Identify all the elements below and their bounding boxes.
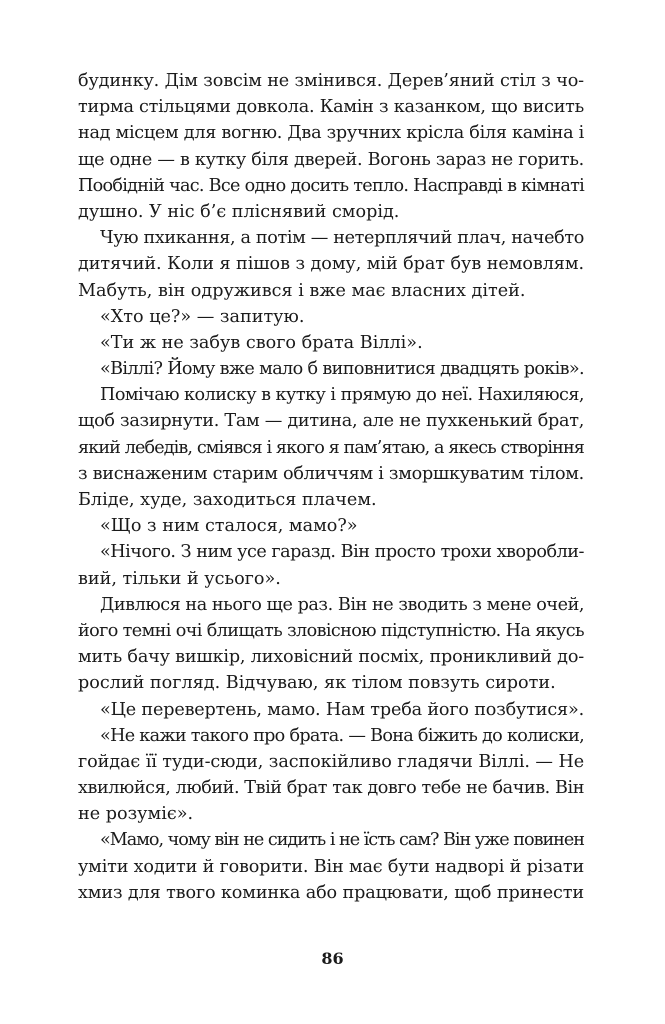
text-line: який лебедів, сміявся і якого я пам’ятаю, а якесь створіння [78, 437, 585, 458]
text-line: Помічаю колиску в кутку і прямую до неї. Нахиляюся, [100, 385, 584, 406]
text-line: з виснаженим старим обличчям і зморшкуватим тілом. [78, 463, 584, 484]
text-line: Дивлюся на нього ще раз. Він не зводить з мене очей, [100, 594, 585, 615]
text-line: «Що з ним сталося, мамо?» [100, 516, 358, 537]
text-line: дитячий. Коли я пішов з дому, мій брат був немовлям. [78, 254, 584, 275]
text-line: «Ти ж не забув свого брата Віллі». [100, 332, 423, 353]
text-line: Чую пхикання, а потім — нетерплячий плач, начебто [100, 228, 584, 249]
text-line: «Це перевертень, мамо. Нам треба його позбутися». [100, 699, 584, 720]
text-line: хмиз для твого коминка або працювати, щоб принести [78, 882, 584, 903]
text-line: над місцем для вогню. Два зручних крісла біля каміна і [78, 123, 585, 144]
text-line: гойдає її туди-сюди, заспокійливо гладячи Віллі. — Не [78, 751, 585, 772]
text-line: «Хто це?» — запитую. [100, 306, 305, 327]
text-line: мить бачу вишкір, лиховісний посміх, проникливий до- [78, 647, 584, 668]
text-line: рослий погляд. Відчуваю, як тілом повзуть сироти. [78, 673, 556, 694]
page-number: 86 [321, 949, 344, 968]
text-line: вий, тільки й усього». [78, 568, 281, 589]
text-line: душно. У ніс б’є пліснявий сморід. [78, 201, 400, 222]
text-line: Пообідній час. Все одно досить тепло. Насправді в кімнаті [78, 175, 585, 196]
text-line: уміти ходити й говорити. Він має бути надворі й різати [78, 856, 584, 877]
text-line: не розуміє». [78, 804, 194, 825]
text-line: «Не кажи такого про брата. — Вона біжить до колиски, [100, 725, 585, 746]
text-line: його темні очі блищать зловісною підступністю. На якусь [78, 620, 584, 641]
text-line: «Нічого. З ним усе гаразд. Він просто трохи хворобли- [100, 542, 585, 563]
text-line: Мабуть, він одружився і вже має власних дітей. [78, 280, 526, 301]
page-body-text [78, 68, 584, 906]
text-line: Бліде, худе, заходиться плачем. [78, 490, 377, 510]
text-line: будинку. Дім зовсім не змінився. Дерев’яний стіл з чо- [78, 71, 584, 91]
text-line: щоб зазирнути. Там — дитина, але не пухкенький брат, [78, 411, 585, 432]
text-line: хвилюйся, любий. Твій брат так довго тебе не бачив. Він [78, 778, 584, 799]
text-line: ще одне — в кутку біля дверей. Вогонь зараз не горить. [78, 149, 584, 170]
text-line: «Віллі? Йому вже мало б виповнитися двадцять років». [100, 359, 585, 380]
text-line: «Мамо, чому він не сидить і не їсть сам? Він уже повинен [100, 830, 584, 851]
text-line: тирма стільцями довкола. Камін з казанком, що висить [78, 97, 585, 118]
